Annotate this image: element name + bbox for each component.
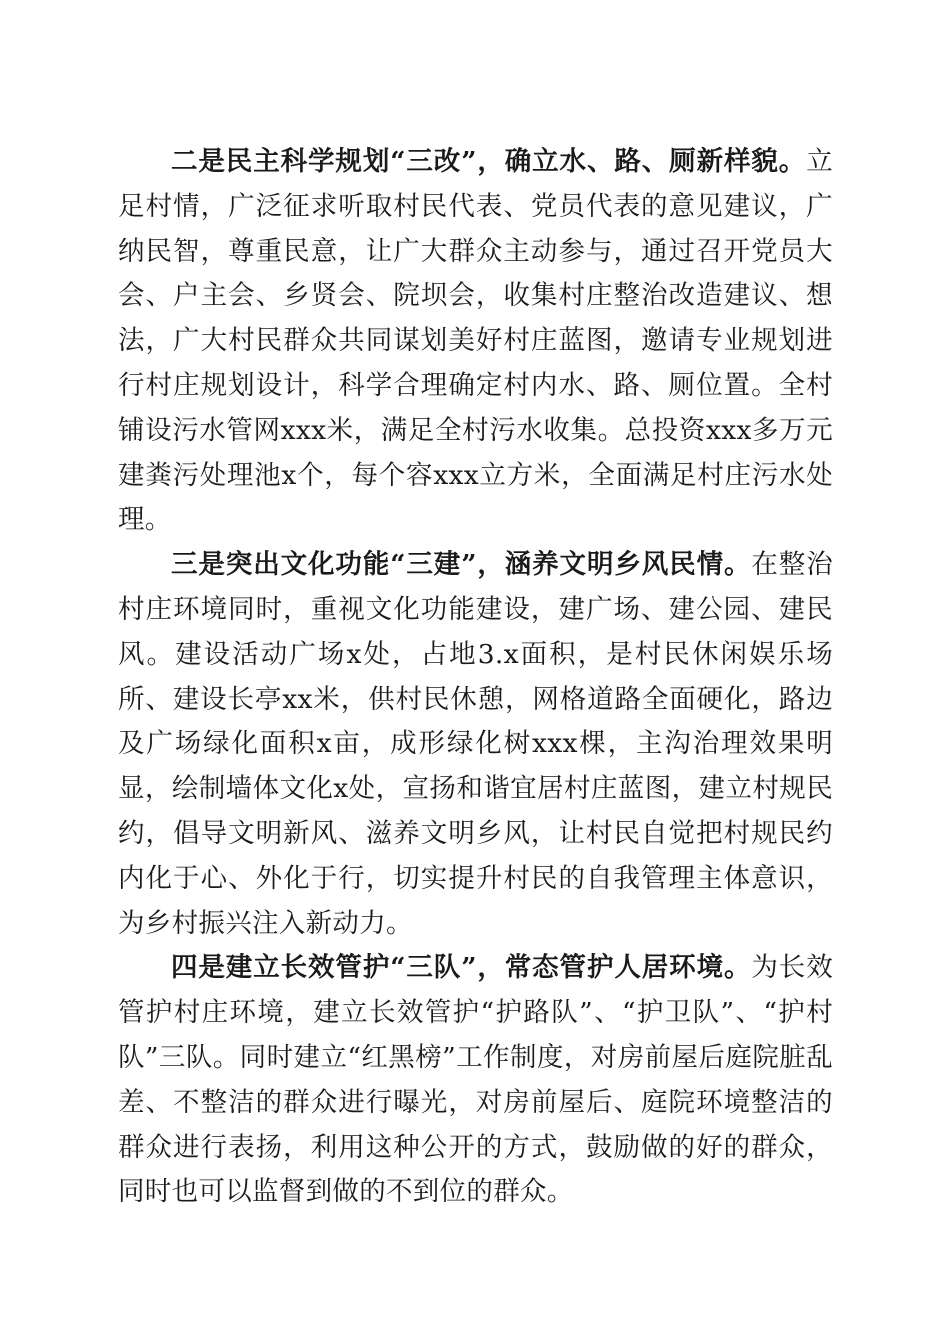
paragraph-san-dui — [118, 946, 833, 1215]
paragraph-body: 在整治村庄环境同时，重视文化功能建设，建广场、建公园、建民风。建设活动广场x处，占地3.x面积，是村民休闲娱乐场所、建设长亭xx米，供村民休憩，网格道路全面硬化，路边及广场绿化面积x亩，成形绿化树xxx棵，主沟治理效果明显，绘制墙体文化x处，宣扬和谐宜居村庄蓝图，建立村规民约，倡导文明新风、滋养文明乡风，让村民自觉把村规民约内化于心、外化于行，切实提升村民的自我管理主体意识，为乡村振兴注入新动力。 — [118, 549, 833, 939]
paragraph-body: 为长效管护村庄环境，建立长效管护“护路队”、“护卫队”、“护村队”三队。同时建立“红黑榜”工作制度，对房前屋后庭院脏乱差、不整洁的群众进行曝光，对房前屋后、庭院环境整洁的群众进行表扬，利用这种公开的方式，鼓励做的好的群众，同时也可以监督到做的不到位的群众。 — [118, 952, 833, 1208]
document-page — [118, 140, 833, 1215]
paragraph-san-gai — [118, 140, 833, 543]
paragraph-body: 立足村情，广泛征求听取村民代表、党员代表的意见建议，广纳民智，尊重民意，让广大群众主动参与，通过召开党员大会、户主会、乡贤会、院坝会，收集村庄整治改造建议、想法，广大村民群众共同谋划美好村庄蓝图，邀请专业规划进行村庄规划设计，科学合理确定村内水、路、厕位置。全村铺设污水管网xxx米，满足全村污水收集。总投资xxx多万元建粪污处理池x个，每个容xxx立方米，全面满足村庄污水处理。 — [118, 146, 833, 536]
paragraph-heading: 三是突出文化功能“三建”，涵养文明乡风民情。 — [171, 549, 752, 581]
paragraph-heading: 四是建立长效管护“三队”，常态管护人居环境。 — [171, 952, 752, 984]
paragraph-heading: 二是民主科学规划“三改”，确立水、路、厕新样貌。 — [171, 146, 807, 177]
paragraph-san-jian — [118, 543, 833, 946]
